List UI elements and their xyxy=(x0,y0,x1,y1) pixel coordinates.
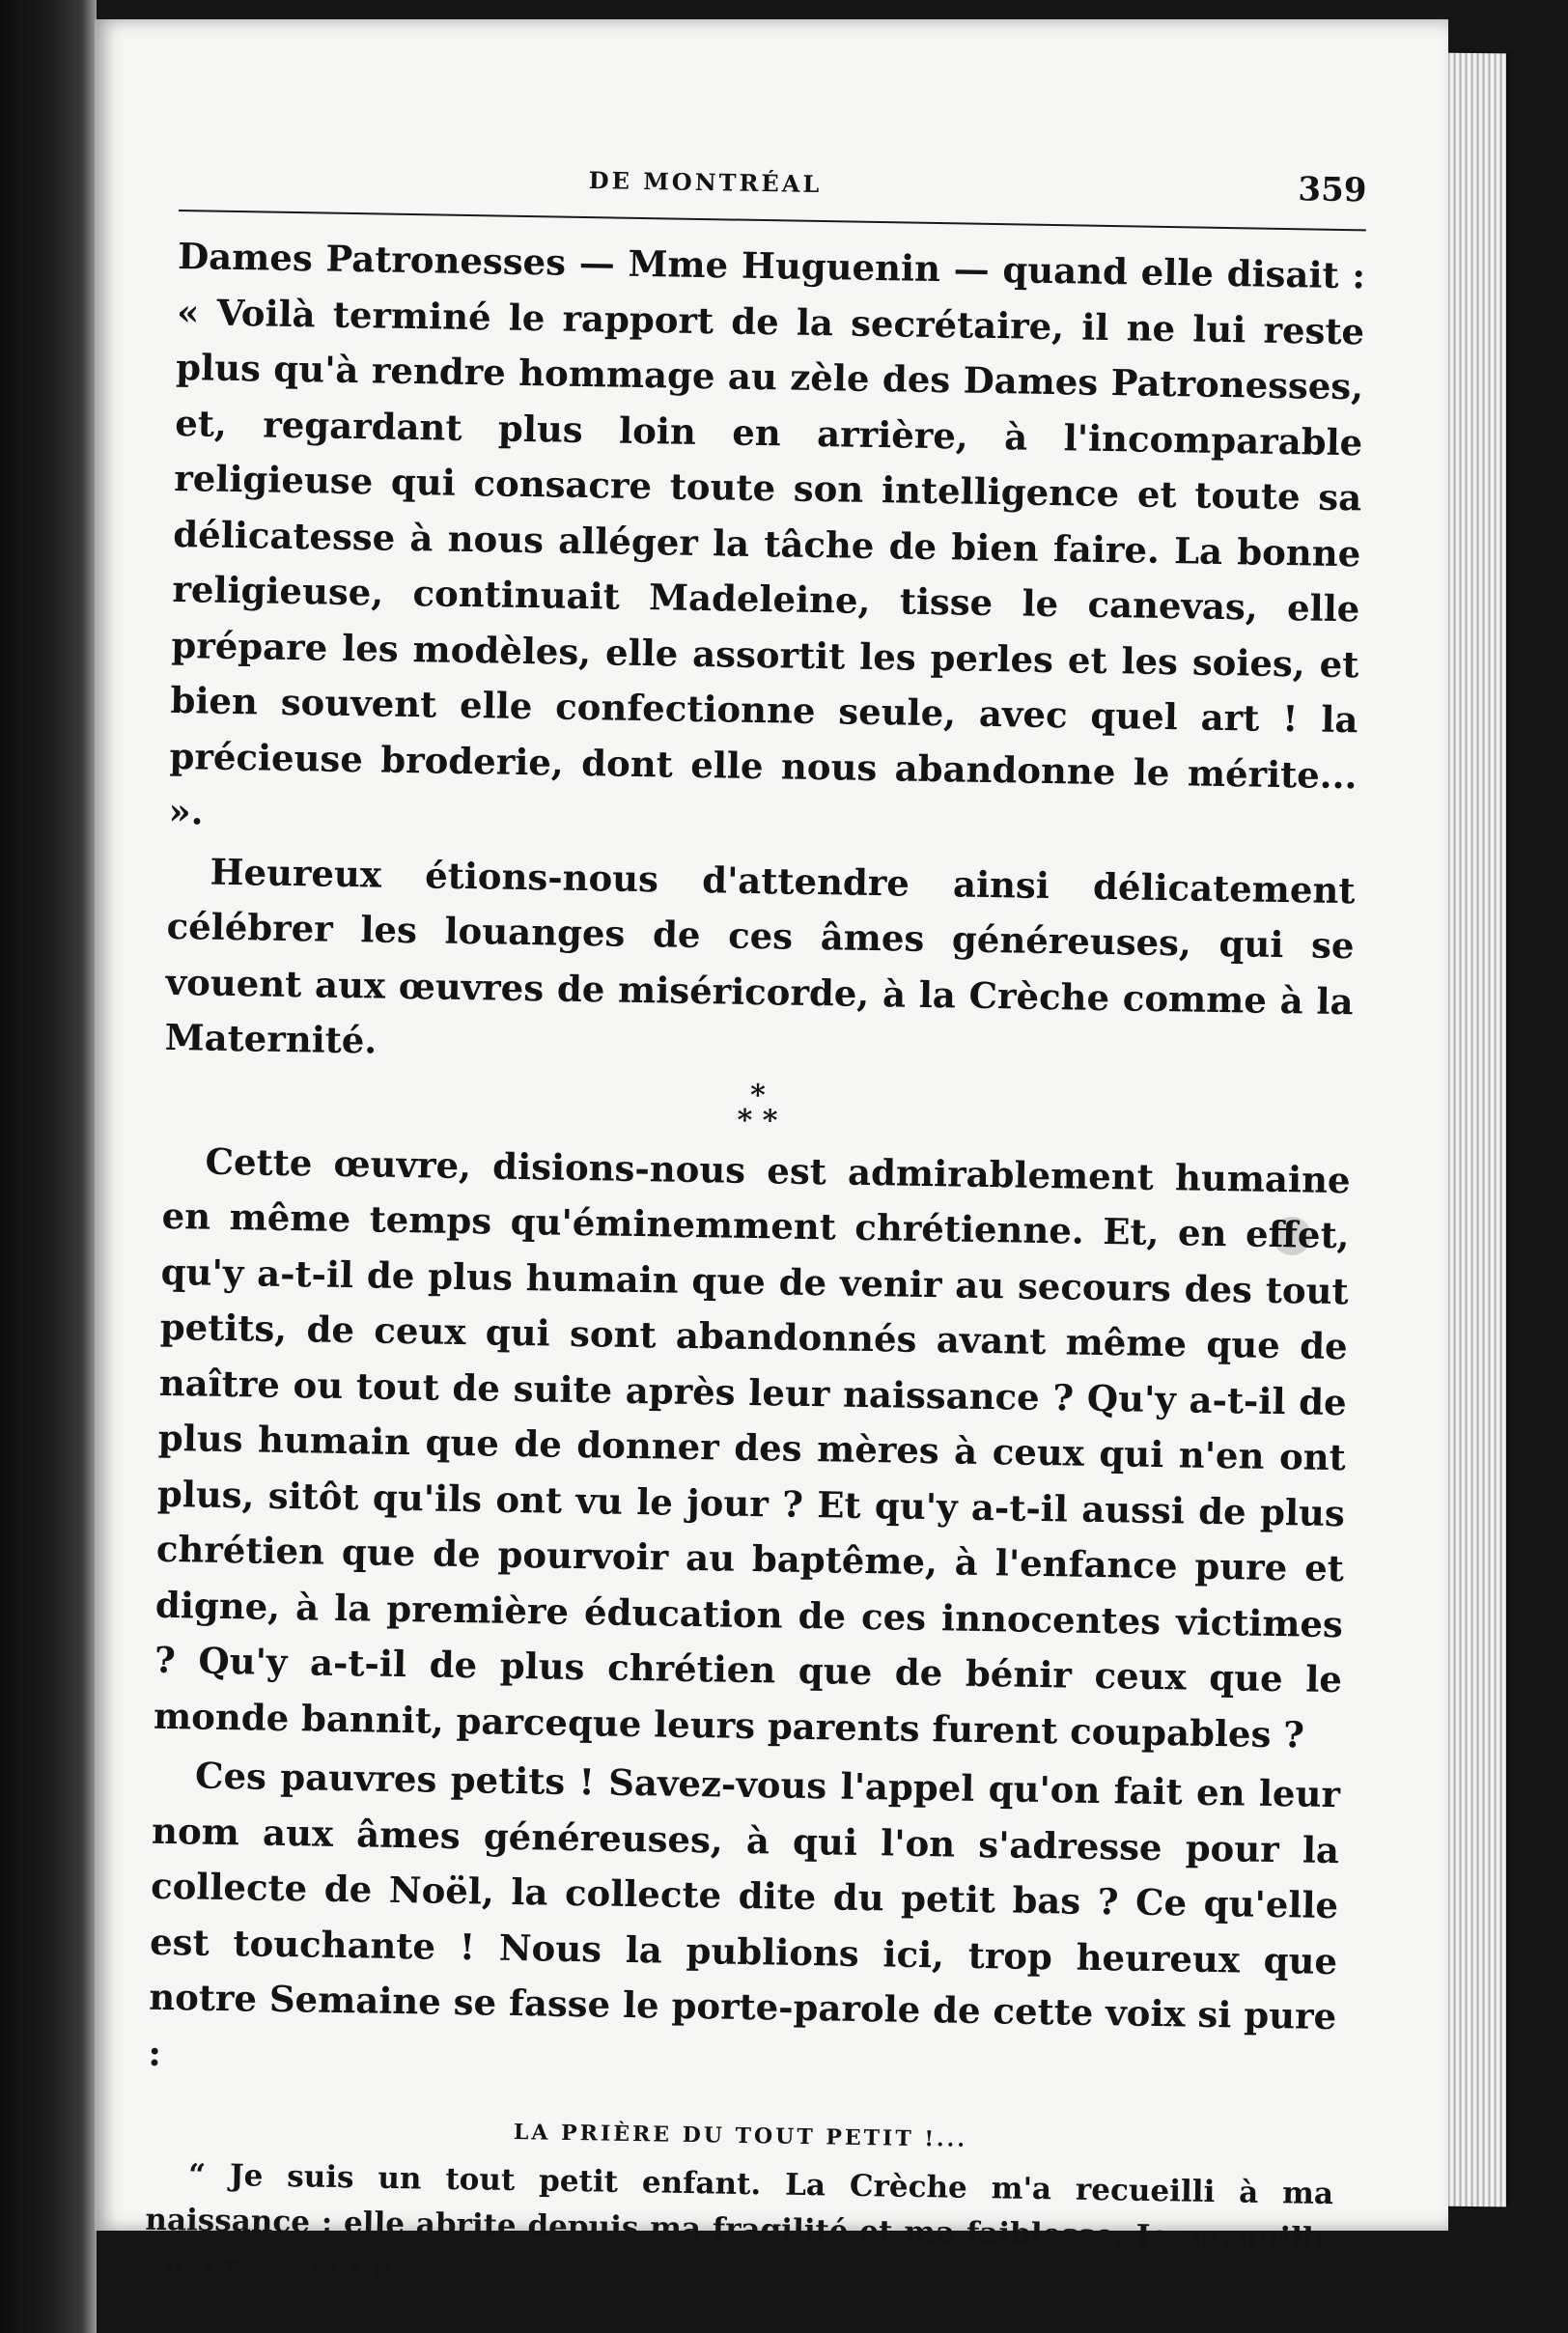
scan-smudge xyxy=(1273,1217,1311,1255)
page-content xyxy=(144,150,1367,2308)
paragraph-2: Heureux étions-nous d'attendre ainsi délicatement célébrer les louanges de ces âmes généreuses, qui se vouent aux œuvres de miséricorde, à la Crèche comme à la Maternité. xyxy=(164,850,1356,1062)
quote-text: “ Je suis un tout petit enfant. La Crèche m'a recueilli à ma naissance ; elle abrite depuis ma fragilité et ma faiblesse. Je gazouille encore à peine, xyxy=(144,2157,1334,2288)
running-title: DE MONTRÉAL xyxy=(588,166,823,199)
running-header xyxy=(179,150,1367,229)
asterism-top: * xyxy=(749,1078,766,1112)
paragraph-4: Ces pauvres petits ! Savez-vous l'appel qu'on fait en leur nom aux âmes généreuses, à qui l'on s'adresse pour la collecte de Noël, la collecte dite du petit bas ? Ce qu'elle est touchante ! Nous la publions ici, trop heureux que notre Semaine se fasse le porte-parole de cette voix si pure : xyxy=(147,1754,1341,2074)
poem-title: LA PRIÈRE DU TOUT PETIT !... xyxy=(513,2120,968,2152)
scan-dark-margin xyxy=(0,0,97,2333)
book-page-edges xyxy=(1439,53,1506,2207)
book-page xyxy=(95,19,1448,2288)
paragraph-1: Dames Patronesses — Mme Huguenin — quand elle disait : « Voilà terminé le rapport de la secrétaire, il ne lui reste plus qu'à rendre hommage au zèle des Dames Patronesses, et, regardant plus loin en arrière, à l'incomparable religieuse qui consacre toute son intelligence et toute sa délicatesse à nous alléger la tâche de bien faire. La bonne religieuse, continuait Madeleine, tisse le canevas, elle prépare les modèles, elle assortit les perles et les soies, et bien souvent elle confectionne seule, avec quel art ! la précieuse broderie, dont elle nous abandonne le mérite... ». xyxy=(168,234,1366,833)
asterism-bottom: * * xyxy=(737,1103,778,1138)
page-number: 359 xyxy=(1298,170,1367,211)
paragraph-3: Cette œuvre, disions-nous est admirablement humaine en même temps qu'éminemment chrétienne. Et, en effet, qu'y a-t-il de plus humain que de venir au secours des tout petits, de ceux qui sont abandonnés avant même que de naître ou tout de suite après leur naissance ? Qu'y a-t-il de plus humain que de donner des mères à ceux qui n'en ont plus, sitôt qu'ils ont vu le jour ? Et qu'y a-t-il aussi de plus chrétien que de pourvoir au baptême, à l'enfance pure et digne, à la première éducation de ces innocentes victimes ? Qu'y a-t-il de plus chrétien que de bénir ceux que le monde bannit, parceque leurs parents furent coupables ? xyxy=(153,1139,1351,1757)
